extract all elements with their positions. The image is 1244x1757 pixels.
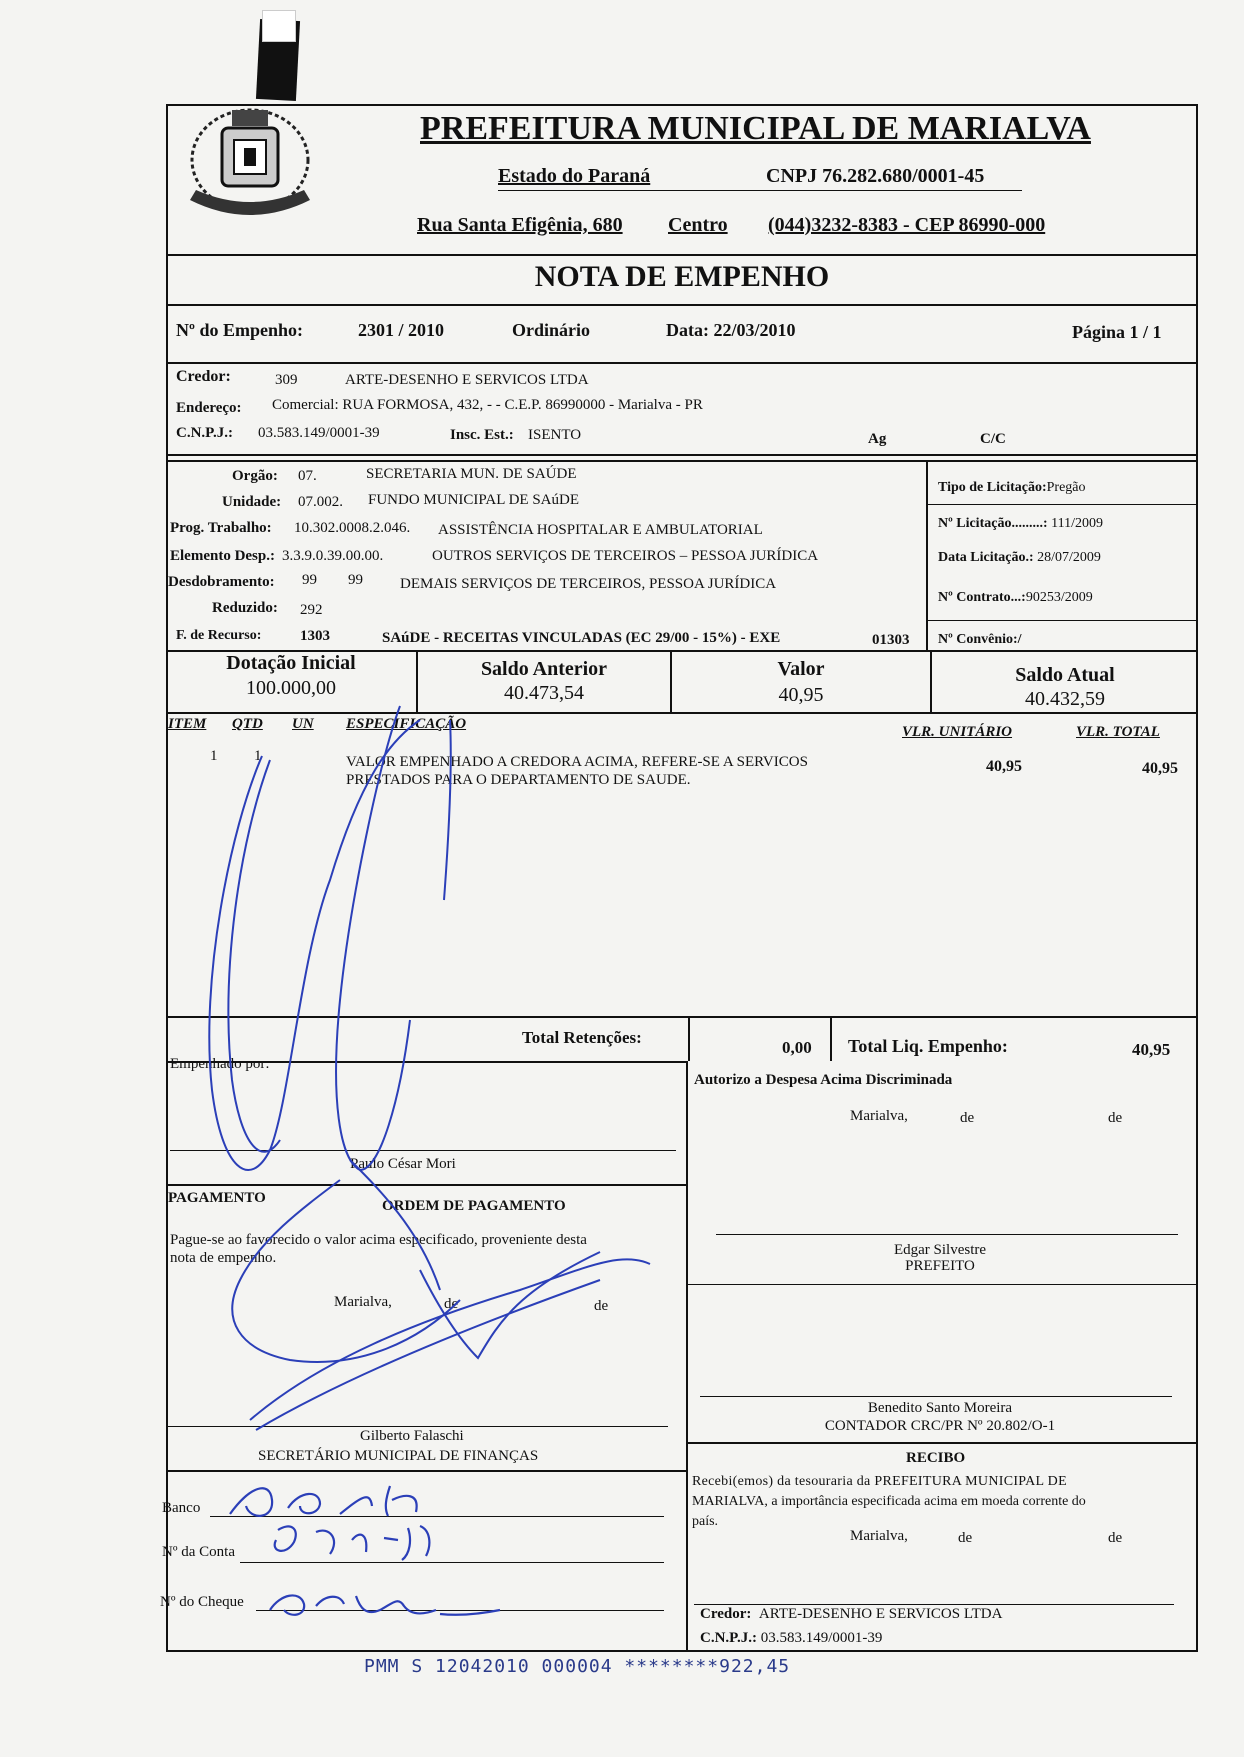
saldo-anterior-value: 40.473,54: [504, 682, 584, 704]
contador-role: CONTADOR CRC/PR Nº 20.802/O-1: [824, 1418, 1056, 1434]
total-liq-value: 40,95: [1132, 1040, 1171, 1059]
pagamento-de1: de: [444, 1296, 459, 1312]
empenho-page: Página 1 / 1: [1072, 322, 1162, 342]
empenho-date: Data: 22/03/2010: [666, 320, 796, 340]
total-liq-label: Total Liq. Empenho:: [848, 1036, 1008, 1056]
saldo-atual-label: Saldo Atual: [1015, 664, 1115, 686]
num-convenio: Nº Convênio:/: [938, 632, 1022, 647]
unidade-label: Unidade:: [222, 494, 282, 510]
reduzido-value: 292: [300, 602, 323, 618]
header-state: Estado do Paraná: [498, 165, 651, 187]
elemento-label: Elemento Desp.:: [170, 548, 275, 564]
credor-label: Credor:: [176, 368, 231, 385]
recurso-code: 01303: [872, 632, 910, 648]
cheque-label: Nº do Cheque: [160, 1594, 244, 1610]
item-total-value: 40,95: [1142, 760, 1178, 777]
autorizo-place: Marialva,: [850, 1108, 908, 1124]
recibo-de2: de: [1108, 1530, 1123, 1546]
autorizo-de2: de: [1108, 1110, 1123, 1126]
col-un: UN: [292, 716, 314, 732]
credor-cnpj: 03.583.149/0001-39: [258, 425, 380, 441]
recurso-desc: SAúDE - RECEITAS VINCULADAS (EC 29/00 - 15%) - EXE: [382, 630, 781, 646]
recibo-credor: Credor: ARTE-DESENHO E SERVICOS LTDA: [700, 1606, 1003, 1622]
total-retencoes-label: Total Retenções:: [522, 1028, 642, 1047]
unidade-desc: FUNDO MUNICIPAL DE SAúDE: [368, 492, 579, 508]
recibo-cnpj: C.N.P.J.: 03.583.149/0001-39: [700, 1630, 883, 1646]
cnpj-label: C.N.P.J.:: [176, 425, 233, 441]
secretario-role: SECRETÁRIO MUNICIPAL DE FINANÇAS: [258, 1448, 539, 1464]
item-number: 1: [210, 748, 218, 764]
dotacao-inicial-value: 100.000,00: [246, 677, 336, 699]
recibo-de1: de: [958, 1530, 973, 1546]
doc-title: NOTA DE EMPENHO: [534, 260, 830, 293]
reduzido-label: Reduzido:: [212, 600, 278, 616]
prog-label: Prog. Trabalho:: [170, 520, 272, 536]
empenho-label: Nº do Empenho:: [176, 320, 303, 340]
secretario-name: Gilberto Falaschi: [360, 1428, 464, 1444]
payment-stamp: PMM S 12042010 000004 ********922,45: [364, 1656, 791, 1677]
ordem-pagamento-label: ORDEM DE PAGAMENTO: [382, 1198, 566, 1214]
header-cnpj: CNPJ 76.282.680/0001-45: [766, 165, 985, 187]
empenhado-name: Paulo César Mori: [350, 1156, 456, 1172]
recibo-text3: país.: [692, 1514, 719, 1529]
item-desc-line1: VALOR EMPENHADO A CREDORA ACIMA, REFERE-SE A SERVICOS: [346, 754, 808, 770]
autorizo-label: Autorizo a Despesa Acima Discriminada: [694, 1072, 953, 1088]
total-retencoes-value: 0,00: [782, 1038, 812, 1057]
desdobramento-b: 99: [348, 572, 363, 588]
empenho-number: 2301 / 2010: [358, 320, 445, 340]
item-unit-value: 40,95: [986, 758, 1022, 775]
prog-value: 10.302.0008.2.046.: [294, 520, 411, 536]
elemento-value: 3.3.9.0.39.00.00.: [282, 548, 384, 564]
pagamento-text2: nota de empenho.: [170, 1250, 277, 1266]
tipo-licitacao-label: Tipo de Licitação:Pregão: [938, 480, 1086, 495]
saldo-anterior-label: Saldo Anterior: [480, 658, 608, 680]
insc-label: Insc. Est.:: [450, 427, 514, 443]
unidade-value: 07.002.: [298, 494, 343, 510]
prefeito-role: PREFEITO: [905, 1258, 975, 1274]
credor-code: 309: [275, 372, 298, 388]
header-title: PREFEITURA MUNICIPAL DE MARIALVA: [420, 110, 1091, 147]
autorizo-de1: de: [960, 1110, 975, 1126]
orgao-value: 07.: [298, 468, 317, 484]
col-vlr-unitario: VLR. UNITÁRIO: [902, 724, 1013, 740]
cc-label: C/C: [980, 431, 1006, 447]
empenhado-label: Empenhado por:: [170, 1056, 270, 1072]
item-desc-line2: PRESTADOS PARA O DEPARTAMENTO DE SAUDE.: [346, 772, 691, 788]
credor-address: Comercial: RUA FORMOSA, 432, - - C.E.P. 86990000 - Marialva - PR: [272, 397, 703, 413]
ag-label: Ag: [868, 431, 887, 447]
recibo-text1: Recebi(emos) da tesouraria da PREFEITURA MUNICIPAL DE: [692, 1474, 1067, 1489]
valor-value: 40,95: [778, 684, 824, 706]
empenho-type: Ordinário: [512, 320, 591, 340]
address-label: Endereço:: [176, 400, 242, 416]
desdobramento-a: 99: [302, 572, 317, 588]
orgao-label: Orgão:: [232, 468, 278, 484]
banco-label: Banco: [162, 1500, 201, 1516]
pagamento-text1: Pague-se ao favorecido o valor acima especificado, proveniente desta: [170, 1232, 587, 1248]
valor-label: Valor: [777, 658, 825, 680]
contador-name: Benedito Santo Moreira: [867, 1400, 1013, 1416]
recibo-place: Marialva,: [850, 1528, 908, 1544]
data-licitacao: Data Licitação.: 28/07/2009: [938, 550, 1101, 565]
header-phone-cep: (044)3232-8383 - CEP 86990-000: [768, 214, 1046, 236]
pagamento-label: PAGAMENTO: [168, 1190, 266, 1206]
orgao-desc: SECRETARIA MUN. DE SAÚDE: [366, 466, 577, 482]
saldo-atual-value: 40.432,59: [1025, 688, 1105, 710]
num-licitacao: Nº Licitação.........: 111/2009: [938, 516, 1103, 531]
header-district: Centro: [668, 214, 728, 236]
prefeito-name: Edgar Silvestre: [893, 1242, 987, 1258]
recurso-label: F. de Recurso:: [176, 628, 262, 643]
dotacao-inicial-label: Dotação Inicial: [226, 652, 356, 674]
pagamento-de2: de: [594, 1298, 609, 1314]
col-especificacao: ESPECIFICAÇÃO: [346, 716, 467, 732]
desdobramento-desc: DEMAIS SERVIÇOS DE TERCEIROS, PESSOA JURÍDICA: [400, 576, 777, 592]
col-qtd: QTD: [232, 716, 263, 732]
elemento-desc: OUTROS SERVIÇOS DE TERCEIROS – PESSOA JURÍDICA: [432, 548, 819, 564]
conta-label: Nº da Conta: [162, 1544, 235, 1560]
credor-insc: ISENTO: [528, 427, 582, 443]
pagamento-place: Marialva,: [334, 1294, 392, 1310]
recibo-title: RECIBO: [906, 1450, 966, 1466]
col-vlr-total: VLR. TOTAL: [1076, 724, 1160, 740]
credor-name: ARTE-DESENHO E SERVICOS LTDA: [345, 372, 589, 388]
recibo-text2: MARIALVA, a importância especificada acima em moeda corrente do: [692, 1494, 1086, 1509]
num-contrato: Nº Contrato...:90253/2009: [938, 590, 1093, 605]
col-item: ITEM: [168, 716, 207, 732]
header-street: Rua Santa Efigênia, 680: [417, 214, 623, 236]
recurso-value: 1303: [300, 628, 330, 644]
item-qtd: 1: [254, 748, 262, 764]
desdobramento-label: Desdobramento:: [168, 574, 275, 590]
prog-desc: ASSISTÊNCIA HOSPITALAR E AMBULATORIAL: [438, 522, 763, 538]
